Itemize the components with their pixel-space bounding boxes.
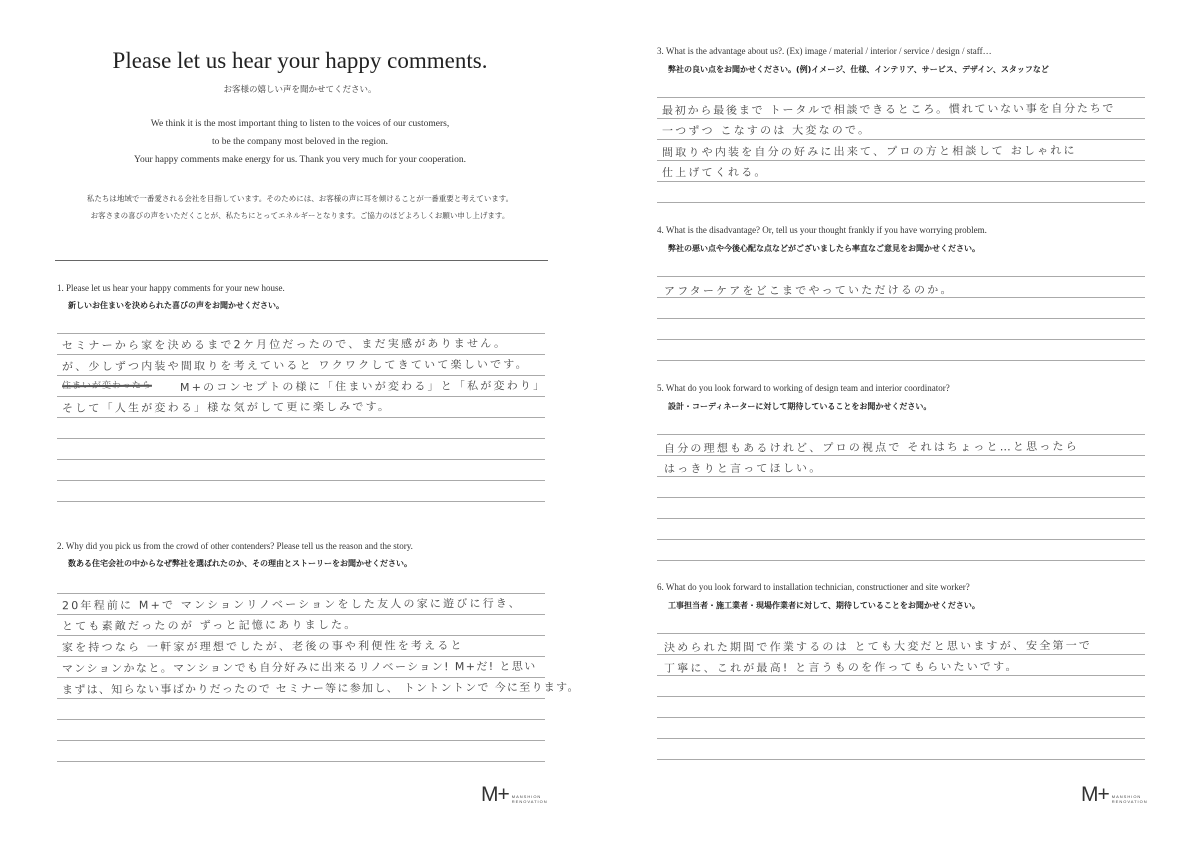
logo-mark: M+ [481,783,509,806]
answer-rule [57,635,545,636]
answer-rule [657,339,1145,340]
company-logo [1081,783,1148,807]
answer-rule [57,438,545,439]
question-5-en: 5. What do you look forward to working of design team and interior coordinator? [657,383,950,393]
logo-subtext: MANSHION [1111,794,1142,799]
handwritten-answer-line: 決められた期間で作業するのは とても大変だと思いますが、安全第一で [663,638,1093,655]
answer-rule [657,476,1145,477]
handwritten-answer-line: 最初から最後まで トータルで相談できるところ。慣れていない事を自分たちで [661,101,1116,118]
answer-rule [657,759,1145,760]
question-4-en: 4. What is the disadvantage? Or, tell us your thought frankly if you have worrying problem. [657,225,987,235]
answer-rule [657,717,1145,718]
answer-rule [657,276,1145,277]
handwritten-answer-line: とても素敵だったのが ずっと記憶にありました。 [61,618,358,633]
handwritten-answer-line: 仕上げてくれる。 [661,165,768,180]
answer-rule [657,318,1145,319]
handwritten-answer-line: マンションかなと。マンションでも自分好みに出来るリノベーション! M+だ! と思い [61,659,537,676]
handwritten-answer-line: 間取りや内装を自分の好みに出来て、プロの方と相談して おしゃれに [661,143,1077,160]
page-title: Please let us hear your happy comments. [112,48,488,73]
section-divider [55,260,548,261]
answer-rule [657,202,1145,203]
handwritten-answer-line: まずは、知らない事ばかりだったので セミナー等に参加し、 トントントンで 今に至ります。 [61,680,580,697]
answer-rule [57,656,545,657]
logo-subtext: RENOVATION [511,799,548,804]
question-5-ja: 設計・コーディネーターに対して期待していることをお聞かせください。 [668,402,932,411]
handwritten-answer-line: 家を持つなら 一軒家が理想でしたが、老後の事や利便性を考えると [61,638,464,655]
question-2-en: 2. Why did you pick us from the crowd of other contenders? Please tell us the reason and the story. [57,541,413,551]
answer-rule [657,118,1145,119]
answer-rule [57,677,545,678]
handwritten-answer-line: 丁寧に、これが最高! と言うものを作ってもらいたいです。 [663,660,1019,675]
handwritten-answer-line: 自分の理想もあるけれど、プロの視点で それはちょっと…と思ったら [663,439,1079,456]
intro-ja-line: 私たちは地域で一番愛される会社を目指しています。そのためには、お客様の声に耳を傾けることが一番重要と考えています。 [86,194,514,203]
answer-rule [57,459,545,460]
question-1-en: 1. Please let us hear your happy comments for your new house. [57,283,285,293]
answer-rule [57,698,545,699]
answer-rule [657,633,1145,634]
answer-rule [657,497,1145,498]
handwritten-answer-line: アフターケアをどこまでやっていただけるのか。 [663,283,954,298]
answer-rule [57,417,545,418]
answer-rule [57,593,545,594]
answer-rule [657,360,1145,361]
answer-rule [57,719,545,720]
logo-subtext: RENOVATION [1111,799,1148,804]
handwritten-answer-line: そして「人生が変わる」様な気がして更に楽しみです。 [61,400,392,415]
answer-rule [657,139,1145,140]
logo-subtext: MANSHION [511,794,542,799]
question-1-ja: 新しいお住まいを決められた喜びの声をお聞かせください。 [68,301,284,310]
intro-en-line: to be the company most beloved in the region. [212,137,388,147]
intro-ja-line: お客さまの喜びの声をいただくことが、私たちにとってエネルギーとなります。ご協力のほどよろしくお願い申し上げます。 [90,211,510,220]
answer-rule [657,97,1145,98]
answer-rule [57,501,545,502]
right-page [600,0,1200,848]
handwritten-answer-line: M+のコンセプトの様に「住まいが変わる」と「私が変わり」 [179,379,547,394]
logo-mark: M+ [1081,783,1109,806]
answer-rule [657,434,1145,435]
handwritten-answer-line: 一つずつ こなすのは 大変なので。 [661,123,872,138]
answer-rule [57,396,545,397]
intro-en-line: We think it is the most important thing to listen to the voices of our customers, [150,119,450,129]
handwritten-answer-line: 20年程前に M+で マンションリノベーションをした友人の家に遊びに行き、 [61,596,522,613]
intro-en-line: Your happy comments make energy for us. Thank you very much for your cooperation. [134,155,466,165]
answer-rule [657,560,1145,561]
question-3-ja: 弊社の良い点をお聞かせください。(例)イメージ、仕様、インテリア、サービス、デザイン、スタッフなど [668,65,1049,74]
handwritten-answer-line: はっきりと言ってほしい。 [663,461,823,476]
question-4-ja: 弊社の悪い点や今後心配な点などがございましたら率直なご意見をお聞かせください。 [668,244,980,253]
struck-through-text: 住まいが変わったら [61,380,152,392]
page-title-ja: お客様の嬉しい声を聞かせてください。 [223,85,377,95]
answer-rule [657,160,1145,161]
question-6-en: 6. What do you look forward to installation technician, constructioner and site worker? [657,582,970,592]
answer-rule [657,518,1145,519]
answer-rule [57,375,545,376]
question-3-en: 3. What is the advantage about us?. (Ex) image / material / interior / service / design / staff… [657,46,992,56]
company-logo [481,783,548,807]
question-6-ja: 工事担当者・施工業者・現場作業者に対して、期待していることをお聞かせください。 [668,601,980,610]
handwritten-answer-line: が、少しずつ内装や間取りを考えていると ワクワクしてきていて楽しいです。 [61,357,529,374]
answer-rule [57,740,545,741]
answer-rule [57,480,545,481]
answer-rule [657,738,1145,739]
answer-rule [657,539,1145,540]
answer-rule [57,761,545,762]
answer-rule [57,354,545,355]
answer-rule [57,614,545,615]
answer-rule [657,181,1145,182]
answer-rule [657,696,1145,697]
handwritten-answer-line: セミナーから家を決めるまで2ケ月位だったので、まだ実感がありません。 [61,336,508,353]
question-2-ja: 数ある住宅会社の中からなぜ弊社を選ばれたのか、その理由とストーリーをお聞かせください。 [68,559,412,568]
answer-rule [57,333,545,334]
